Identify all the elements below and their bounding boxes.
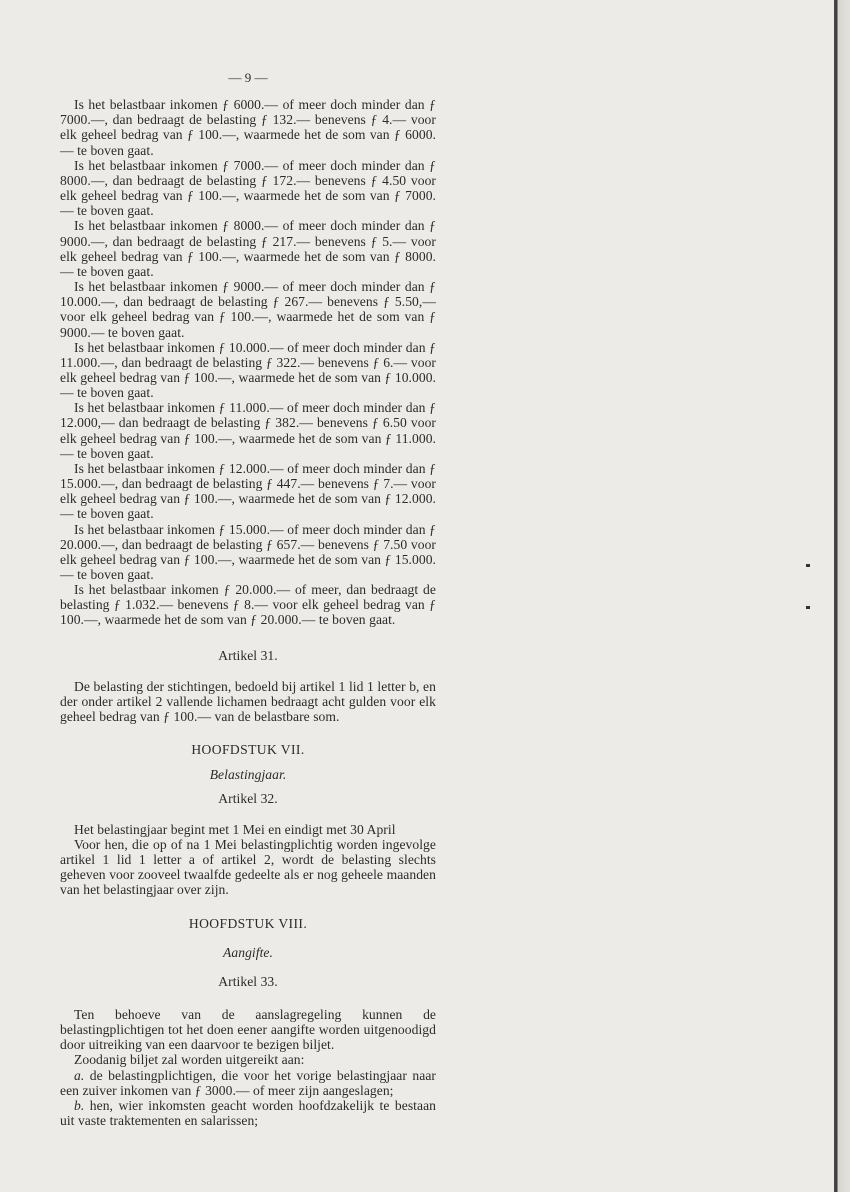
tax-bracket-list xyxy=(60,97,436,627)
page-number: — 9 — xyxy=(228,70,268,85)
artikel-32-paragraph: Het belastingjaar begint met 1 Mei en eindigt met 30 April xyxy=(74,821,396,837)
hoofdstuk-7-heading: HOOFDSTUK VII. xyxy=(191,742,305,758)
tax-bracket-paragraph: Is het belastbaar inkomen ƒ 7000.— of meer doch minder dan ƒ 8000.—, dan bedraagt de belasting ƒ 172.— benevens ƒ 4.50 voor elk geheel bedrag van ƒ 100.—, waarmede het de som van ƒ 7000.— te boven gaat. xyxy=(60,157,436,219)
tax-bracket-paragraph: Is het belastbaar inkomen ƒ 11.000.— of meer doch minder dan ƒ 12.000,— dan bedraagt de belasting ƒ 382.— benevens ƒ 6.50 voor elk geheel bedrag van ƒ 100.—, waarmede het de som van ƒ 11.000.— te boven gaat. xyxy=(60,400,436,461)
artikel-32-heading: Artikel 32. xyxy=(218,790,278,806)
page-content xyxy=(60,70,436,1128)
page-edge xyxy=(834,0,850,1192)
artikel-31-text: De belasting der stichtingen, bedoeld bij artikel 1 lid 1 letter b, en der onder artikel 2 vallende lichamen bedraagt acht gulden voor elk geheel bedrag van ƒ 100.— van de belastbare som. xyxy=(60,678,436,725)
artikel-33-heading: Artikel 33. xyxy=(218,973,278,989)
tax-bracket-paragraph: Is het belastbaar inkomen ƒ 12.000.— of meer doch minder dan ƒ 15.000.—, dan bedraagt de belasting ƒ 447.— benevens ƒ 7.— voor elk geheel bedrag van ƒ 100.—, waarmede het de som van ƒ 12.000.— te boven gaat. xyxy=(60,460,436,522)
hoofdstuk-8-subtitle: Aangifte. xyxy=(223,944,273,960)
artikel-33-paragraph: Zoodanig biljet zal worden uitgereikt aan: xyxy=(74,1052,305,1068)
paper-speck xyxy=(806,606,810,609)
list-item-letter: b. xyxy=(74,1097,85,1113)
tax-bracket-paragraph: Is het belastbaar inkomen ƒ 20.000.— of meer, dan bedraagt de belasting ƒ 1.032.— benevens ƒ 8.— voor elk geheel bedrag van ƒ 100.—, waarmede het de som van ƒ 20.000.— te boven gaat. xyxy=(60,582,436,628)
tax-bracket-paragraph: Is het belastbaar inkomen ƒ 10.000.— of meer doch minder dan ƒ 11.000.—, dan bedraagt de belasting ƒ 322.— benevens ƒ 6.— voor elk geheel bedrag van ƒ 100.—, waarmede het de som van ƒ 10.000.— te boven gaat. xyxy=(60,339,436,401)
tax-bracket-paragraph: Is het belastbaar inkomen ƒ 6000.— of meer doch minder dan ƒ 7000.—, dan bedraagt de belasting ƒ 132.— benevens ƒ 4.— voor elk geheel bedrag van ƒ 100.—, waarmede het de som van ƒ 6000.— te boven gaat. xyxy=(60,97,436,158)
paper-speck xyxy=(806,564,810,567)
artikel-31-heading: Artikel 31. xyxy=(218,647,278,663)
tax-bracket-paragraph: Is het belastbaar inkomen ƒ 15.000.— of meer doch minder dan ƒ 20.000.—, dan bedraagt de belasting ƒ 657.— benevens ƒ 7.50 voor elk geheel bedrag van ƒ 100.—, waarmede het de som van ƒ 15.000.— te boven gaat. xyxy=(60,521,436,582)
tax-bracket-paragraph: Is het belastbaar inkomen ƒ 8000.— of meer doch minder dan ƒ 9000.—, dan bedraagt de belasting ƒ 217.— benevens ƒ 5.— voor elk geheel bedrag van ƒ 100.—, waarmede het de som van ƒ 8000.— te boven gaat. xyxy=(60,218,436,279)
tax-bracket-paragraph: Is het belastbaar inkomen ƒ 9000.— of meer doch minder dan ƒ 10.000.—, dan bedraagt de belasting ƒ 267.— benevens ƒ 5.50,— voor elk geheel bedrag van ƒ 100.—, waarmede het de som van ƒ 9000.— te boven gaat. xyxy=(60,279,436,340)
artikel-33-paragraph: Ten behoeve van de aanslagregeling kunnen de belastingplichtigen tot het doen eener aangifte worden uitgenoodigd door uitreiking van een daarvoor te bezigen biljet. xyxy=(60,1006,436,1053)
hoofdstuk-7-subtitle: Belastingjaar. xyxy=(209,767,287,783)
list-item-text: de belastingplichtigen, die voor het vorige belastingjaar naar een zuiver inkomen van ƒ 3000.— of meer zijn aangeslagen; xyxy=(60,1067,436,1098)
list-item xyxy=(60,1098,436,1128)
list-item xyxy=(60,1068,436,1098)
list-item-text: hen, wier inkomsten geacht worden hoofdzakelijk te bestaan uit vaste traktementen en salarissen; xyxy=(60,1097,437,1129)
list-item-letter: a. xyxy=(74,1067,85,1083)
hoofdstuk-8-heading: HOOFDSTUK VIII. xyxy=(188,915,308,931)
artikel-32-paragraph: Voor hen, die op of na 1 Mei belastingplichtig worden ingevolge artikel 1 lid 1 letter a of artikel 2, wordt de belasting slechts geheven voor zooveel twaalfde gedeelte als er nog geheele maanden van het belastingjaar over zijn. xyxy=(60,836,436,898)
